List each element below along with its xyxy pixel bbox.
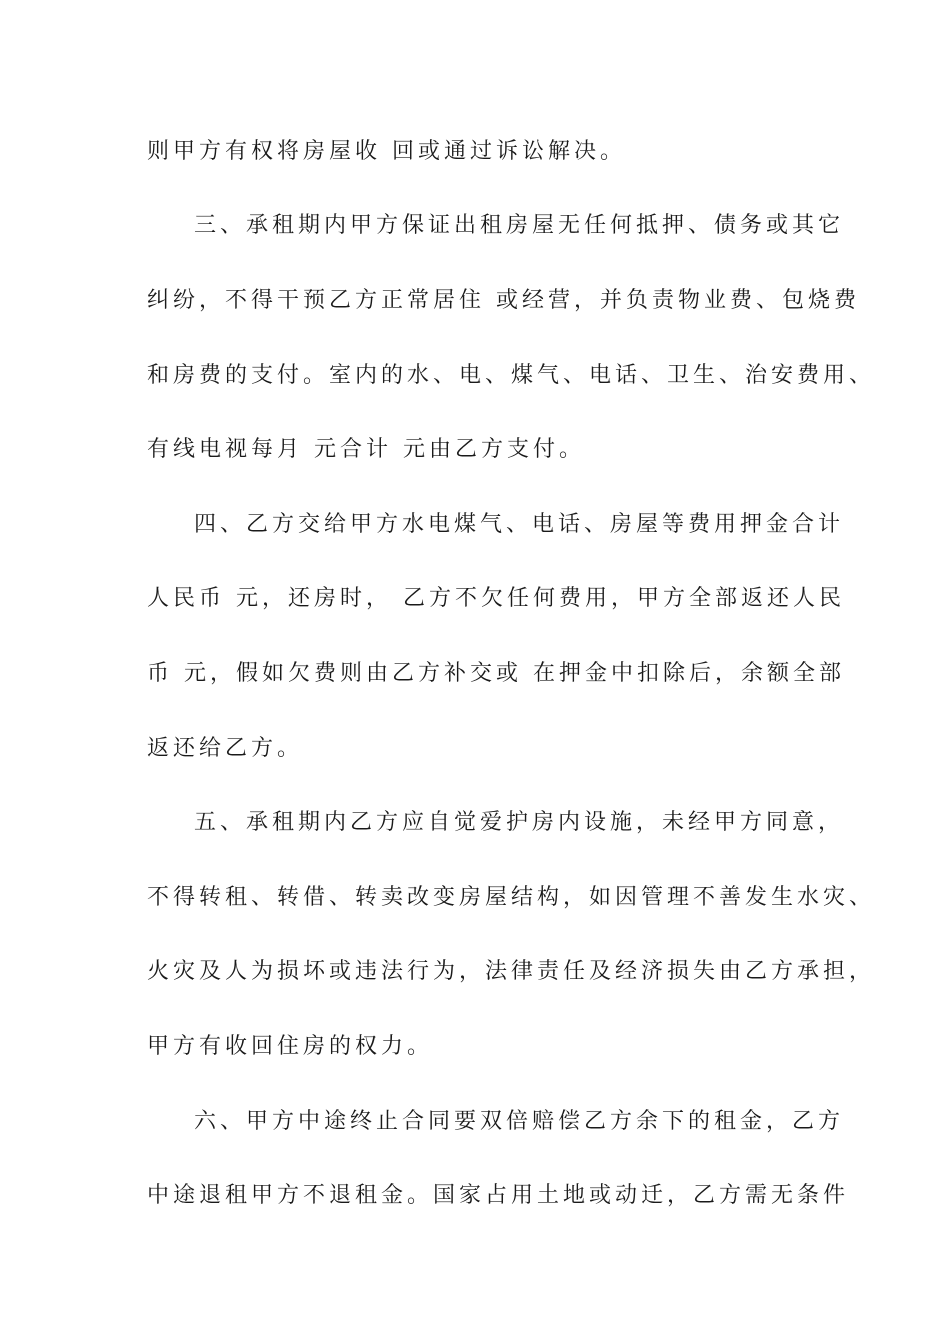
paragraph-3-line: 三、承租期内甲方保证出租房屋无任何抵押、债务或其它 bbox=[194, 213, 845, 238]
text-line: 有线电视每月 元合计 元由乙方支付。 bbox=[147, 437, 585, 462]
text-line: 中途退租甲方不退租金。国家占用土地或动迁，乙方需无条件 bbox=[147, 1183, 850, 1208]
text-line: 火灾及人为损坏或违法行为，法律责任及经济损失由乙方承担， bbox=[147, 959, 876, 984]
text-line: 币 元，假如欠费则由乙方补交或 在押金中扣除后，余额全部 bbox=[147, 661, 845, 686]
text-line: 不得转租、转借、转卖改变房屋结构，如因管理不善发生水灾、 bbox=[147, 885, 876, 910]
paragraph-6-line: 六、甲方中途终止合同要双倍赔偿乙方余下的租金，乙方 bbox=[194, 1109, 845, 1134]
text-line: 甲方有收回住房的权力。 bbox=[147, 1034, 434, 1059]
text-line: 纠纷，不得干预乙方正常居住 或经营，并负责物业费、包烧费 bbox=[147, 288, 860, 313]
paragraph-4-line: 四、乙方交给甲方水电煤气、电话、房屋等费用押金合计 bbox=[194, 512, 845, 537]
paragraph-5-line: 五、承租期内乙方应自觉爱护房内设施，未经甲方同意， bbox=[194, 810, 845, 835]
text-line: 人民币 元，还房时， 乙方不欠任何费用，甲方全部返还人民 bbox=[147, 586, 845, 611]
text-line: 返还给乙方。 bbox=[147, 736, 304, 761]
text-line: 和房费的支付。室内的水、电、煤气、电话、卫生、治安费用、 bbox=[147, 363, 876, 388]
text-line: 则甲方有权将房屋收 回或通过诉讼解决。 bbox=[147, 139, 626, 164]
